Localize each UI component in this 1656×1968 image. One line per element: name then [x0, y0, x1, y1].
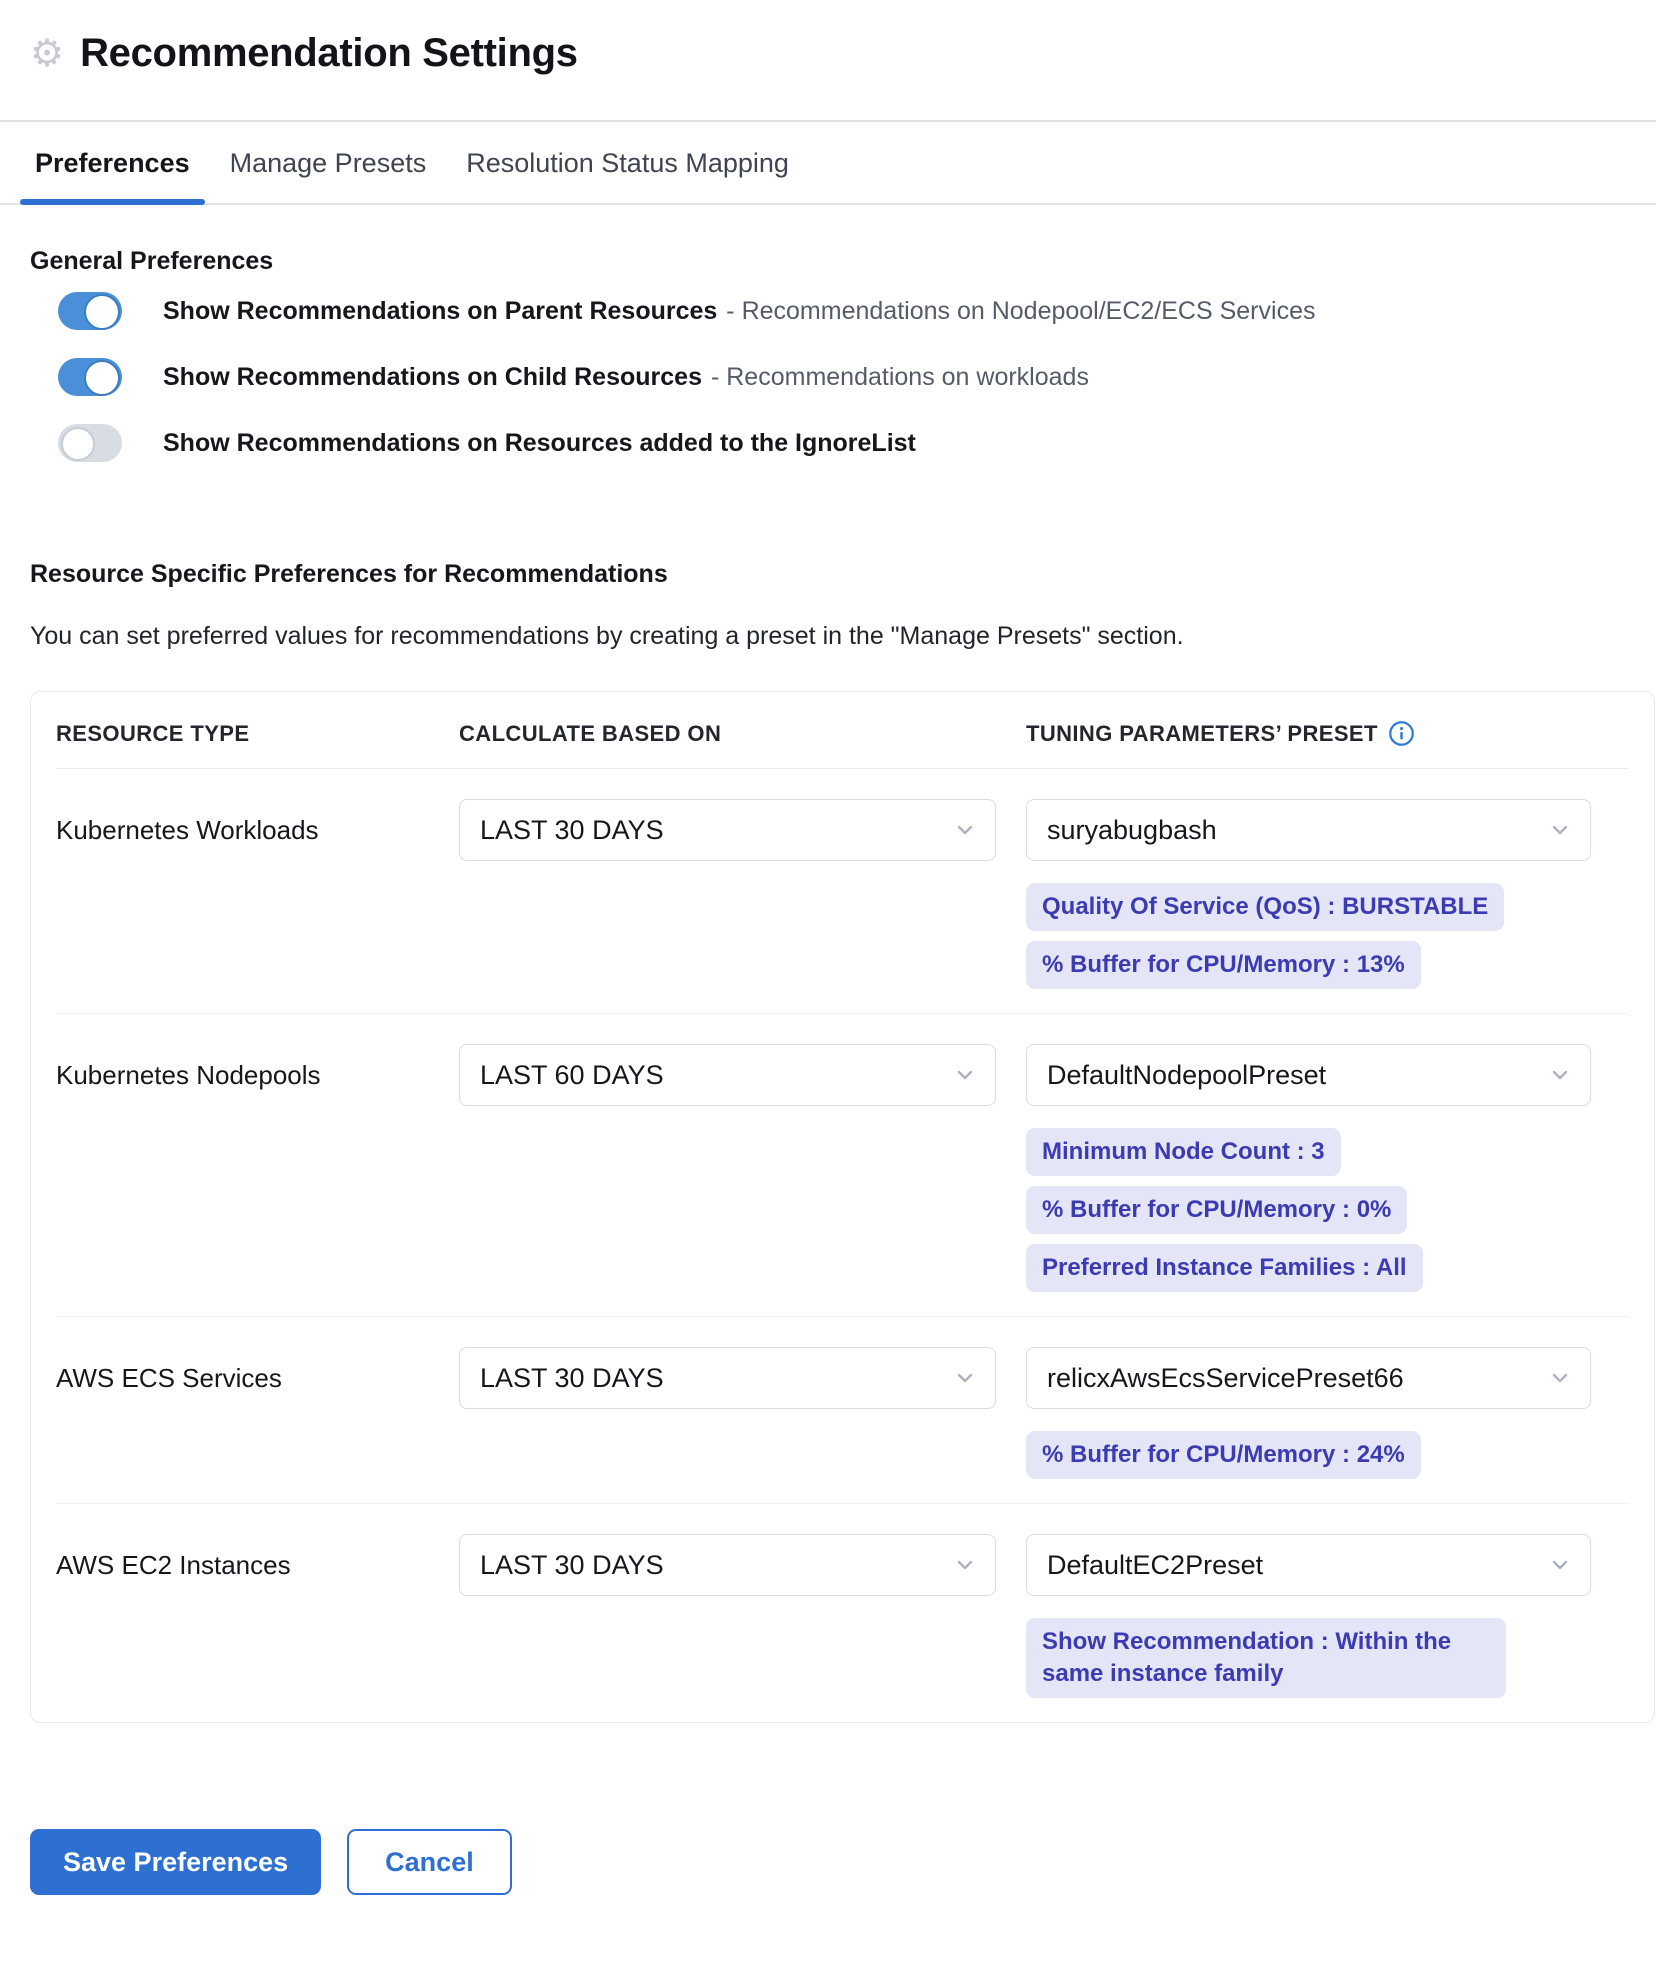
page-header [0, 0, 1656, 82]
chevron-down-icon [1548, 1553, 1572, 1577]
resource-preferences-note: You can set preferred values for recommendations by creating a preset in the "Manage Presets" section. [30, 622, 1184, 650]
cancel-button[interactable]: Cancel [347, 1829, 512, 1895]
toggle-description: - Recommendations on workloads [710, 362, 1089, 391]
resource-preferences-heading: Resource Specific Preferences for Recommendations [30, 560, 668, 588]
toggle-row-ignorelist-resources [30, 410, 1626, 476]
resource-type-label: Kubernetes Workloads [56, 815, 319, 845]
preset-tag: Minimum Node Count : 3 [1026, 1128, 1341, 1176]
tuning-preset-select[interactable] [1026, 799, 1591, 861]
toggle-row-child-resources [30, 344, 1626, 410]
chevron-down-icon [953, 1366, 977, 1390]
calculate-based-on-value: LAST 60 DAYS [480, 1059, 664, 1090]
chevron-down-icon [1548, 818, 1572, 842]
calculate-based-on-select[interactable] [459, 1534, 996, 1596]
preset-tag: Quality Of Service (QoS) : BURSTABLE [1026, 883, 1504, 931]
save-preferences-button[interactable]: Save Preferences [30, 1829, 321, 1895]
calculate-based-on-cell [459, 1347, 996, 1479]
general-preferences-heading: General Preferences [30, 247, 274, 275]
column-header-resource-type: RESOURCE TYPE [56, 720, 250, 746]
calculate-based-on-select[interactable] [459, 1044, 996, 1106]
calculate-based-on-cell [459, 799, 996, 989]
calculate-based-on-cell [459, 1534, 996, 1698]
chevron-down-icon [1548, 1366, 1572, 1390]
tuning-preset-value: DefaultEC2Preset [1047, 1549, 1264, 1580]
calculate-based-on-value: LAST 30 DAYS [480, 1362, 664, 1393]
info-icon[interactable] [1388, 720, 1415, 747]
resource-table-body [56, 769, 1629, 1722]
footer-actions [30, 1829, 1656, 1895]
toggle-label: Show Recommendations on Child Resources [163, 362, 702, 391]
tuning-preset-select[interactable] [1026, 1534, 1591, 1596]
child-resources-toggle[interactable] [58, 358, 122, 396]
tuning-preset-select[interactable] [1026, 1347, 1591, 1409]
column-header-tuning-preset-label: TUNING PARAMETERS’ PRESET [1026, 720, 1378, 746]
tuning-preset-cell [1026, 1534, 1629, 1698]
preset-tags [1026, 1618, 1629, 1698]
tuning-preset-cell [1026, 799, 1629, 989]
chevron-down-icon [953, 1553, 977, 1577]
resource-type-label: Kubernetes Nodepools [56, 1060, 321, 1090]
gear-icon: ⚙ [30, 31, 65, 75]
tuning-preset-value: relicxAwsEcsServicePreset66 [1047, 1362, 1404, 1393]
toggle-description: - Recommendations on Nodepool/EC2/ECS Services [726, 296, 1316, 325]
parent-resources-toggle[interactable] [58, 292, 122, 330]
table-row [56, 1316, 1629, 1503]
tuning-preset-cell [1026, 1347, 1629, 1479]
column-header-tuning-preset [1026, 720, 1629, 747]
preset-tag: % Buffer for CPU/Memory : 13% [1026, 941, 1421, 989]
preset-tag: Preferred Instance Families : All [1026, 1244, 1423, 1292]
tab-manage-presets[interactable]: Manage Presets [229, 148, 427, 178]
chevron-down-icon [953, 1063, 977, 1087]
preset-tags [1026, 883, 1629, 989]
toggle-row-parent-resources [30, 278, 1626, 344]
tuning-preset-value: DefaultNodepoolPreset [1047, 1059, 1327, 1090]
tab-resolution-status-mapping[interactable]: Resolution Status Mapping [466, 148, 789, 178]
calculate-based-on-cell [459, 1044, 996, 1292]
chevron-down-icon [953, 818, 977, 842]
tuning-preset-value: suryabugbash [1047, 814, 1217, 845]
resource-type-label: AWS ECS Services [56, 1363, 282, 1393]
page-title: Recommendation Settings [80, 31, 578, 75]
preset-tags [1026, 1431, 1629, 1479]
preset-tag: Show Recommendation : Within the same instance family [1026, 1618, 1506, 1698]
calculate-based-on-value: LAST 30 DAYS [480, 1549, 664, 1580]
table-row [56, 1013, 1629, 1316]
calculate-based-on-select[interactable] [459, 799, 996, 861]
chevron-down-icon [1548, 1063, 1572, 1087]
ignorelist-resources-toggle[interactable] [58, 424, 122, 462]
tab-preferences[interactable]: Preferences [20, 122, 205, 203]
resource-preferences-card [30, 691, 1655, 1723]
toggle-label: Show Recommendations on Resources added to the IgnoreList [163, 428, 916, 457]
tuning-preset-select[interactable] [1026, 1044, 1591, 1106]
table-row [56, 1503, 1629, 1722]
calculate-based-on-value: LAST 30 DAYS [480, 814, 664, 845]
tab-bar [0, 122, 1656, 205]
resource-type-label: AWS EC2 Instances [56, 1550, 291, 1580]
tuning-preset-cell [1026, 1044, 1629, 1292]
table-header-row [56, 716, 1629, 769]
preset-tags [1026, 1128, 1629, 1292]
preset-tag: % Buffer for CPU/Memory : 0% [1026, 1186, 1407, 1234]
table-row [56, 769, 1629, 1013]
column-header-calculate-based-on: CALCULATE BASED ON [459, 720, 722, 746]
toggle-label: Show Recommendations on Parent Resources [163, 296, 718, 325]
general-preferences-list [30, 278, 1626, 476]
preset-tag: % Buffer for CPU/Memory : 24% [1026, 1431, 1421, 1479]
calculate-based-on-select[interactable] [459, 1347, 996, 1409]
